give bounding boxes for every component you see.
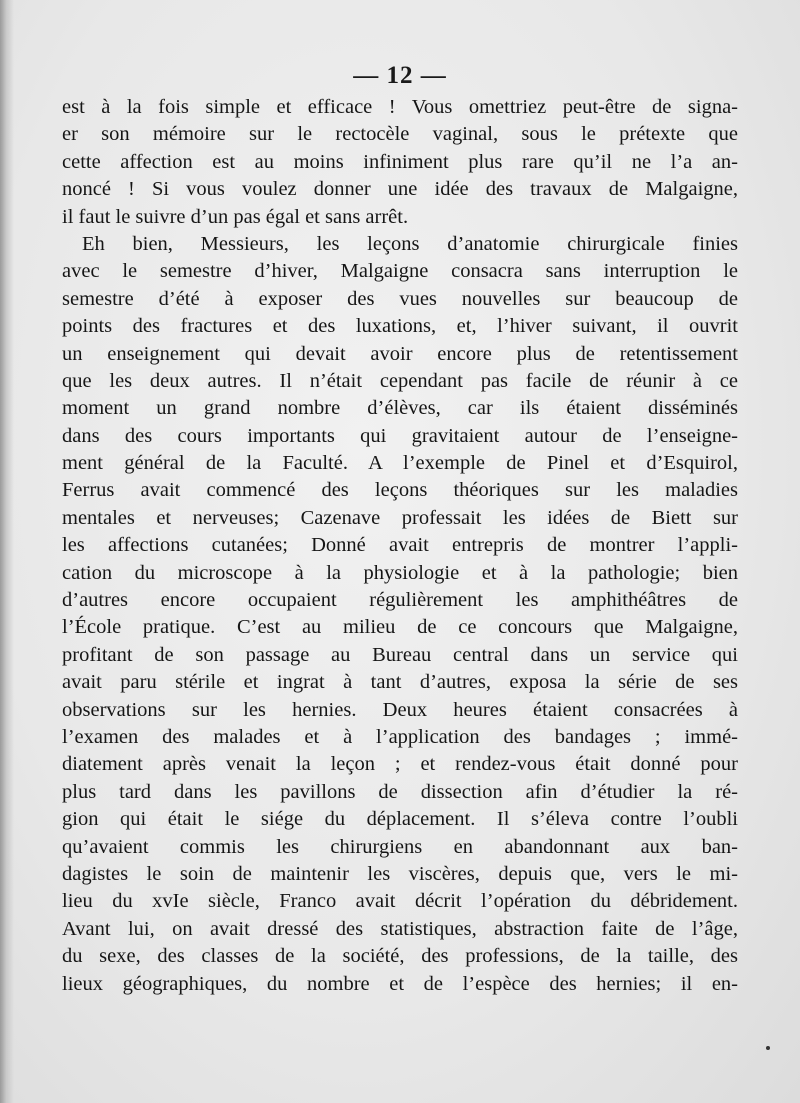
text-line: que les deux autres. Il n’était cependant pas facile de réunir à ce bbox=[62, 369, 738, 392]
text-line: un enseignement qui devait avoir encore plus de retentissement bbox=[62, 342, 738, 365]
text-line: lieu du xvIe siècle, Franco avait décrit l’opération du débridement. bbox=[62, 890, 738, 913]
text-line: noncé ! Si vous voulez donner une idée des travaux de Malgaigne, bbox=[62, 178, 738, 201]
text-line: semestre d’été à exposer des vues nouvelles sur beaucoup de bbox=[62, 287, 738, 310]
text-line: qu’avaient commis les chirurgiens en abandonnant aux ban- bbox=[62, 835, 738, 858]
body-text bbox=[62, 94, 738, 998]
text-line: il faut le suivre d’un pas égal et sans arrêt. bbox=[62, 205, 409, 228]
text-line: er son mémoire sur le rectocèle vaginal, sous le prétexte que bbox=[62, 123, 738, 146]
text-line: cette affection est au moins infiniment plus rare qu’il ne l’a an- bbox=[62, 150, 738, 173]
text-line: observations sur les hernies. Deux heures étaient consacrées à bbox=[62, 698, 738, 721]
text-line: Avant lui, on avait dressé des statistiques, abstraction faite de l’âge, bbox=[62, 917, 738, 940]
text-line: profitant de son passage au Bureau central dans un service qui bbox=[62, 643, 738, 666]
text-line: avec le semestre d’hiver, Malgaigne consacra sans interruption le bbox=[62, 260, 738, 283]
text-line: est à la fois simple et efficace ! Vous omettriez peut-être de signa- bbox=[62, 96, 738, 118]
text-line: moment un grand nombre d’élèves, car ils étaient disséminés bbox=[62, 397, 738, 420]
text-line: l’École pratique. C’est au milieu de ce concours que Malgaigne, bbox=[62, 616, 738, 639]
text-line: plus tard dans les pavillons de dissection afin d’étudier la ré- bbox=[62, 780, 738, 803]
text-line: diatement après venait la leçon ; et rendez-vous était donné pour bbox=[62, 753, 738, 776]
text-line: du sexe, des classes de la société, des professions, de la taille, des bbox=[62, 945, 738, 968]
text-line: avait paru stérile et ingrat à tant d’autres, exposa la série de ses bbox=[62, 671, 738, 694]
text-line: mentales et nerveuses; Cazenave professait les idées de Biett sur bbox=[62, 506, 738, 529]
text-line: gion qui était le siége du déplacement. Il s’éleva contre l’oubli bbox=[62, 808, 738, 831]
text-line: les affections cutanées; Donné avait entrepris de montrer l’appli- bbox=[62, 534, 738, 557]
text-line: Eh bien, Messieurs, les leçons d’anatomie chirurgicale finies bbox=[82, 232, 738, 255]
page-gutter-shadow bbox=[0, 0, 14, 1103]
text-line: d’autres encore occupaient régulièrement les amphithéâtres de bbox=[62, 589, 738, 612]
ink-speck bbox=[766, 1046, 770, 1050]
text-line: lieux géographiques, du nombre et de l’espèce des hernies; il en- bbox=[62, 972, 738, 995]
text-line: ment général de la Faculté. A l’exemple de Pinel et d’Esquirol, bbox=[62, 452, 738, 475]
text-line: l’examen des malades et à l’application des bandages ; immé- bbox=[62, 725, 738, 748]
text-line: dagistes le soin de maintenir les viscères, depuis que, vers le mi- bbox=[62, 862, 738, 885]
text-line: Ferrus avait commencé des leçons théoriques sur les maladies bbox=[62, 479, 738, 502]
page-number: — 12 — bbox=[353, 62, 447, 89]
text-line: cation du microscope à la physiologie et à la pathologie; bien bbox=[62, 561, 738, 584]
text-line: dans des cours importants qui gravitaient autour de l’enseigne- bbox=[62, 424, 738, 447]
text-line: points des fractures et des luxations, et, l’hiver suivant, il ouvrit bbox=[62, 315, 738, 338]
